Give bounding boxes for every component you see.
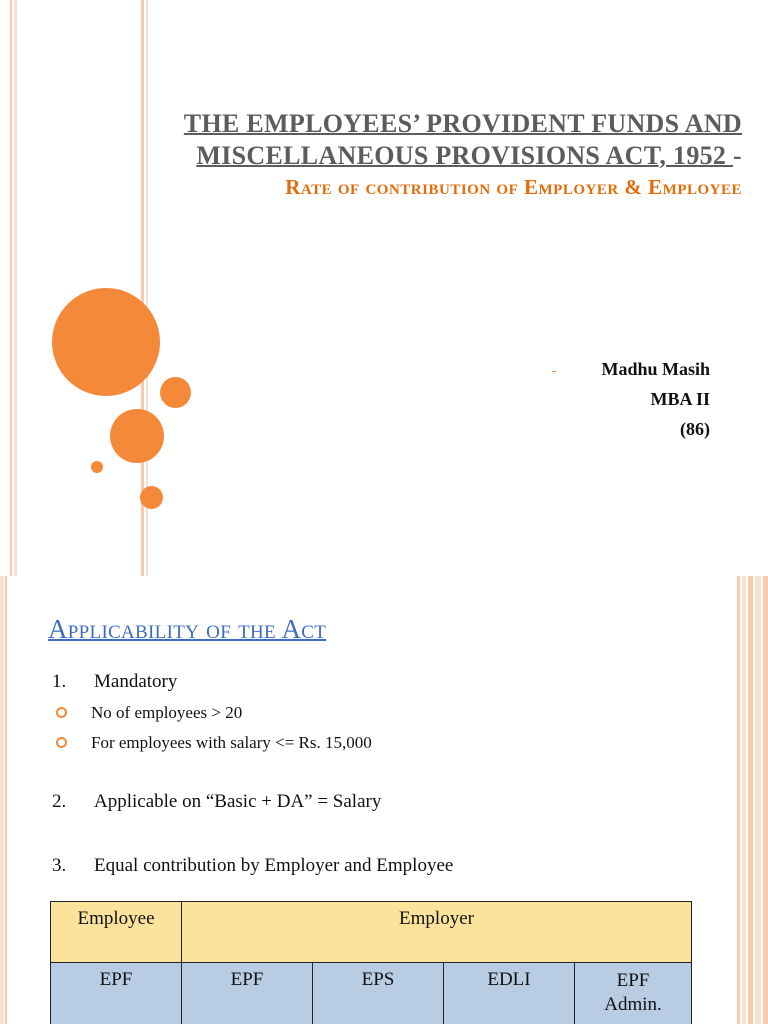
decorative-stripe <box>737 576 740 1024</box>
author-program: MBA II <box>650 389 710 409</box>
table-cell: EPF <box>182 963 313 1024</box>
author-block <box>601 354 710 444</box>
title-line-2: MISCELLANEOUS PROVISIONS ACT, 1952 - <box>196 141 742 170</box>
small-circle-decoration <box>140 486 163 509</box>
decorative-stripe <box>10 0 12 576</box>
small-circle-decoration <box>160 377 191 408</box>
author-name: Madhu Masih <box>601 359 710 379</box>
sub-list-item: No of employees > 20 <box>56 703 242 723</box>
decorative-stripe <box>763 576 768 1024</box>
table-header-employer: Employer <box>182 902 692 963</box>
decorative-stripe <box>748 576 753 1024</box>
slide-heading: Applicability of the Act <box>48 614 327 644</box>
sub-list-item: For employees with salary <= Rs. 15,000 <box>56 733 372 753</box>
list-item: 1. Mandatory <box>52 671 178 692</box>
decorative-stripe <box>742 576 746 1024</box>
title-line-1: THE EMPLOYEES’ PROVIDENT FUNDS AND <box>183 109 742 138</box>
table-cell: EPF <box>51 963 182 1024</box>
decorative-stripe <box>14 0 17 576</box>
tiny-circle-decoration <box>91 461 103 473</box>
circle-bullet-icon <box>56 707 67 718</box>
table-cell: EPS <box>313 963 444 1024</box>
author-roll: (86) <box>680 419 710 439</box>
decorative-stripe <box>755 576 761 1024</box>
slide-title <box>70 108 742 202</box>
list-item: 2. Applicable on “Basic + DA” = Salary <box>52 791 382 812</box>
large-circle-decoration <box>52 288 160 396</box>
table-cell: EDLI <box>444 963 575 1024</box>
bullet-dot-icon <box>552 371 556 372</box>
decorative-stripe <box>5 576 7 1024</box>
slide-subtitle: Rate of contribution of Employer & Employee <box>285 175 742 199</box>
contribution-table <box>50 901 692 1024</box>
decorative-stripe <box>0 576 4 1024</box>
circle-bullet-icon <box>56 737 67 748</box>
applicability-slide <box>0 576 768 1024</box>
table-cell: EPF Admin. <box>575 963 692 1024</box>
medium-circle-decoration <box>110 409 164 463</box>
list-item: 3. Equal contribution by Employer and Employee <box>52 855 454 876</box>
table-header-employee: Employee <box>51 902 182 963</box>
